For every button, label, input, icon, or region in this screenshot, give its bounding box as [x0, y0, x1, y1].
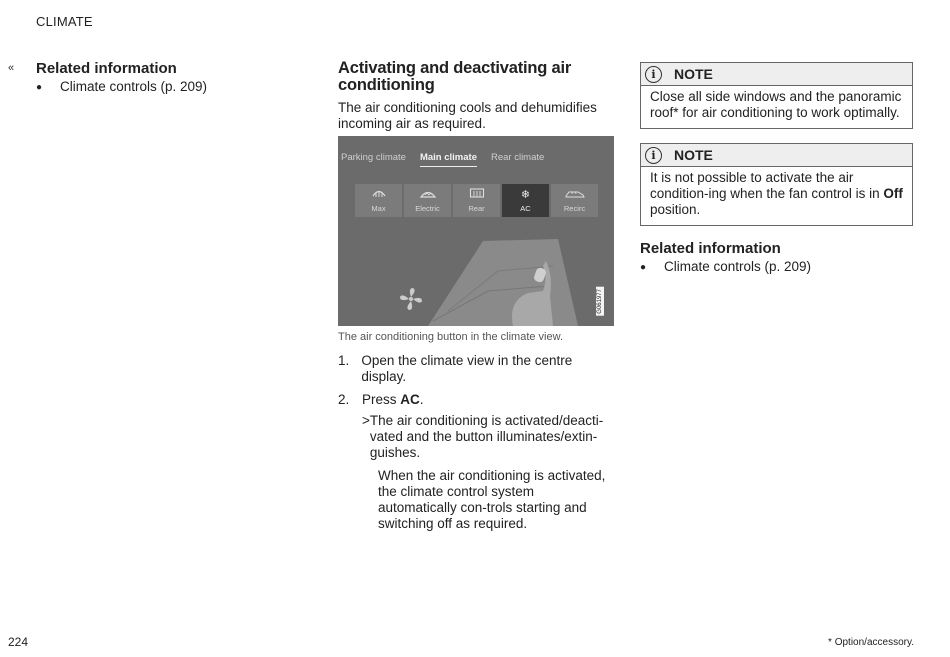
note-box — [640, 143, 913, 226]
section-header: CLIMATE — [36, 14, 93, 29]
tab-main-climate: Main climate — [420, 152, 477, 167]
main-column — [338, 60, 614, 532]
defrost-max-icon — [355, 184, 402, 202]
rear-defrost-icon — [453, 184, 500, 202]
max-defrost-button: Max — [355, 184, 402, 217]
tab-parking-climate: Parking climate — [341, 152, 406, 163]
climate-tabs — [341, 152, 544, 167]
bullet-icon: ● — [36, 82, 43, 93]
figure-caption: The air conditioning button in the climate view. — [338, 331, 564, 343]
related-info-title: Related information — [640, 240, 781, 257]
related-link-text[interactable]: Climate controls (p. 209) — [60, 79, 208, 94]
climate-button-row — [355, 184, 598, 217]
left-related-info — [36, 60, 296, 97]
note-title: NOTE — [674, 147, 713, 163]
seat-illustration — [338, 231, 614, 326]
fan-icon — [398, 286, 424, 312]
info-icon: i — [645, 147, 662, 164]
recirculation-icon — [551, 184, 598, 202]
step-result: > The air conditioning is activated/deacti-vated and the button illuminates/extin-guishes. — [362, 413, 604, 460]
related-info-title: Related information — [36, 60, 177, 77]
off-keyword: Off — [883, 186, 903, 201]
right-related-info — [640, 240, 913, 277]
related-link[interactable] — [36, 79, 296, 97]
electric-windscreen-button: Electric — [404, 184, 451, 217]
related-link[interactable] — [640, 259, 913, 277]
step-2: 2. Press AC. — [338, 392, 424, 407]
step-list — [338, 353, 614, 532]
snowflake-icon: ❄ — [520, 189, 531, 201]
bullet-icon: ● — [640, 262, 647, 273]
image-id-label: G061977 — [597, 289, 603, 314]
right-column — [640, 62, 913, 277]
windscreen-heat-icon — [404, 184, 451, 202]
footnote: * Option/accessory. — [828, 637, 914, 648]
intro-text: The air conditioning cools and dehumidifies incoming air as required. — [338, 100, 597, 131]
back-arrow-icon[interactable]: « — [8, 62, 12, 74]
page-number: 224 — [8, 635, 29, 649]
result-arrow-icon: > — [362, 413, 370, 428]
step-1: 1. Open the climate view in the centre display. — [338, 353, 573, 384]
note-box — [640, 62, 913, 129]
note-body: Close all side windows and the panoramic roof* for air conditioning to work optimally. — [650, 89, 902, 120]
note-title: NOTE — [674, 66, 713, 82]
note-body: It is not possible to activate the air condition-ing when the fan control is in Off position. — [650, 170, 903, 217]
related-link-text[interactable]: Climate controls (p. 209) — [664, 259, 812, 274]
main-title: Activating and deactivating air conditioning — [338, 59, 572, 94]
tab-rear-climate: Rear climate — [490, 152, 545, 163]
rear-defrost-button: Rear — [453, 184, 500, 217]
result-extra: When the air conditioning is activated, the climate control system automatically con-trols starting and switching off as required. — [378, 468, 606, 531]
info-icon: i — [645, 66, 662, 83]
ac-keyword: AC — [400, 392, 420, 407]
ac-button: ❄ AC — [502, 184, 549, 217]
climate-screenshot-figure — [338, 136, 614, 326]
recirc-button: Recirc — [551, 184, 598, 217]
